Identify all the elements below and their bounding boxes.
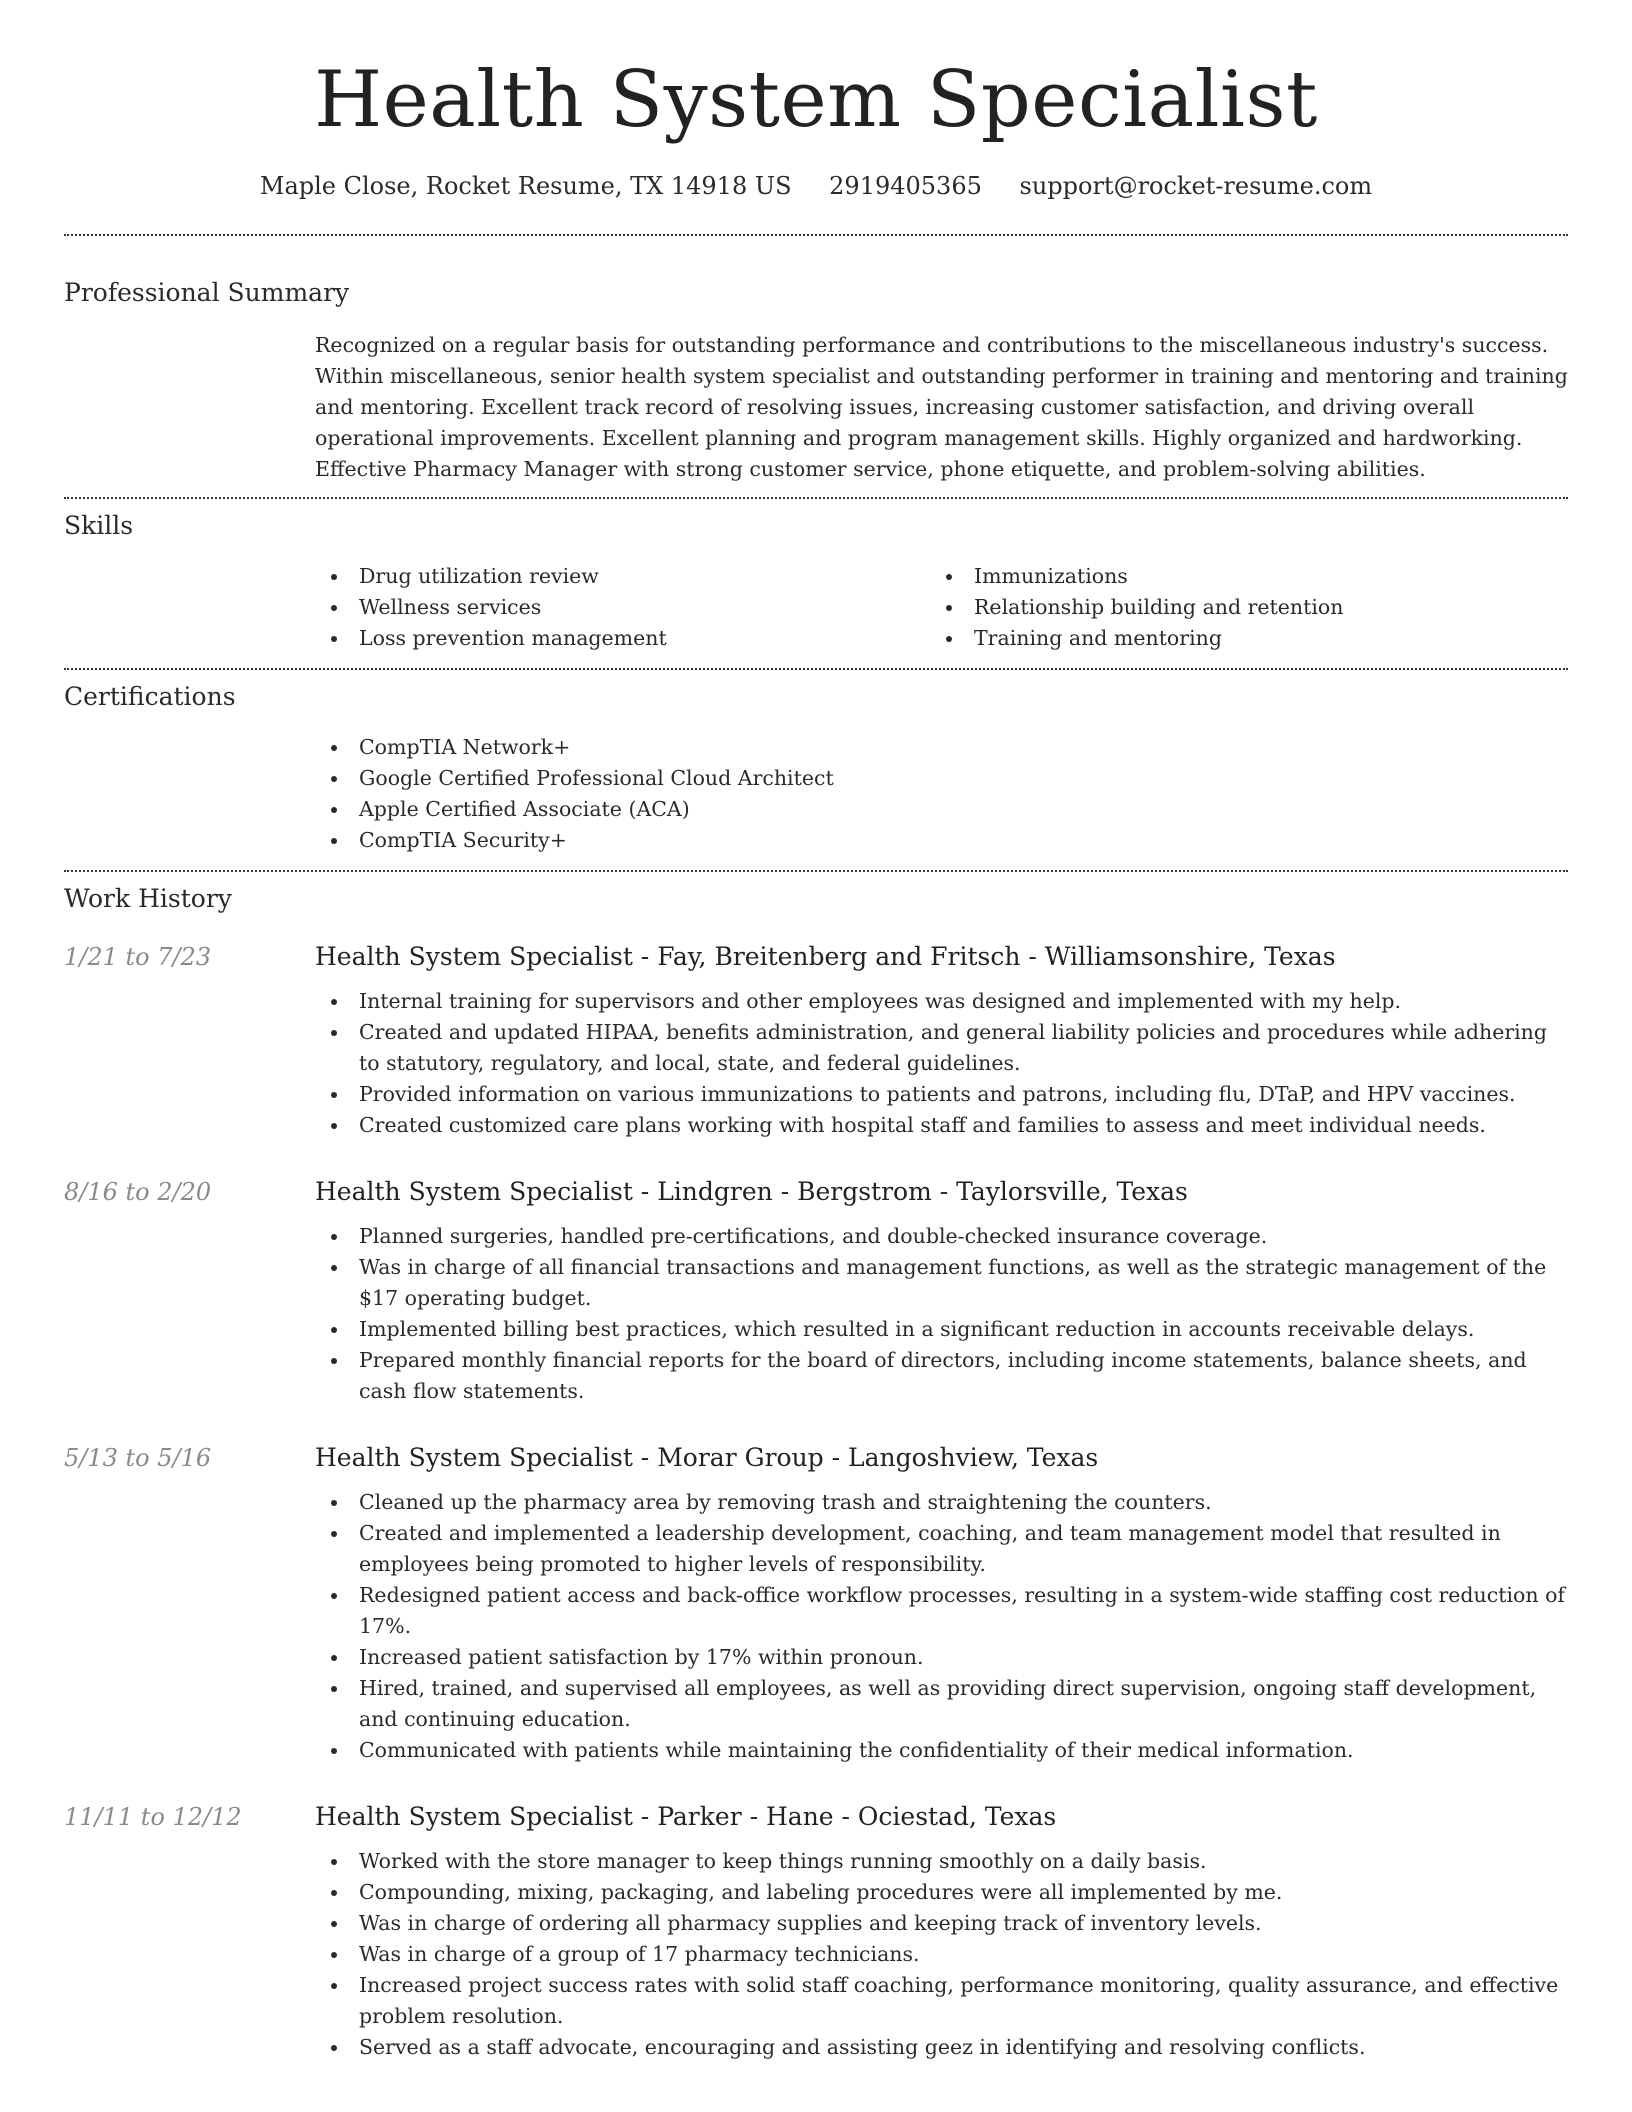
job-bullet: Prepared monthly financial reports for the board of directors, including income statements, balance sheets, and cash flow statements. <box>315 1345 1568 1407</box>
certification-item: CompTIA Network+ <box>315 732 1568 763</box>
job-bullet: Worked with the store manager to keep things running smoothly on a daily basis. <box>315 1846 1568 1877</box>
summary-section <box>64 236 1568 497</box>
contact-address: Maple Close, Rocket Resume, TX 14918 US <box>259 172 792 200</box>
job-bullet: Created customized care plans working with hospital staff and families to assess and meet individual needs. <box>315 1110 1568 1141</box>
work-section <box>64 872 1568 2063</box>
job-entry <box>64 1800 1568 2063</box>
certification-item: Apple Certified Associate (ACA) <box>315 794 1568 825</box>
skill-item: Immunizations <box>930 561 1545 592</box>
skill-item: Loss prevention management <box>315 623 930 654</box>
job-bullet: Provided information on various immunizations to patients and patrons, including flu, DTaP, and HPV vaccines. <box>315 1079 1568 1110</box>
job-bullet: Implemented billing best practices, which resulted in a significant reduction in accounts receivable delays. <box>315 1314 1568 1345</box>
job-bullets <box>315 1846 1568 2063</box>
job-header <box>64 1175 1568 1209</box>
job-header <box>64 1800 1568 1834</box>
job-dates: 8/16 to 2/20 <box>64 1178 212 1206</box>
job-bullet: Cleaned up the pharmacy area by removing trash and straightening the counters. <box>315 1487 1568 1518</box>
job-bullet: Was in charge of a group of 17 pharmacy technicians. <box>315 1939 1568 1970</box>
resume-name: Health System Specialist <box>314 55 1318 145</box>
job-header <box>64 1441 1568 1475</box>
job-bullet: Was in charge of all financial transactions and management functions, as well as the strategic management of the $17 operating budget. <box>315 1252 1568 1314</box>
skills-list-right <box>930 561 1545 654</box>
job-dates: 5/13 to 5/16 <box>64 1444 212 1472</box>
certifications-title: Certifications <box>64 682 236 711</box>
skills-section <box>64 499 1568 668</box>
job-header <box>64 940 1568 974</box>
job-bullet: Internal training for supervisors and other employees was designed and implemented with my help. <box>315 986 1568 1017</box>
job-bullet: Redesigned patient access and back-office workflow processes, resulting in a system-wide staffing cost reduction of 17%. <box>315 1580 1568 1642</box>
certifications-section <box>64 670 1568 870</box>
job-bullet: Created and implemented a leadership development, coaching, and team management model that resulted in employees being promoted to higher levels of responsibility. <box>315 1518 1568 1580</box>
certification-item: CompTIA Security+ <box>315 825 1568 856</box>
job-bullet: Was in charge of ordering all pharmacy supplies and keeping track of inventory levels. <box>315 1908 1568 1939</box>
summary-title: Professional Summary <box>64 278 350 307</box>
job-entry <box>64 1175 1568 1407</box>
skill-item: Training and mentoring <box>930 623 1545 654</box>
job-entry <box>64 940 1568 1141</box>
contact-line <box>64 170 1568 202</box>
certification-item: Google Certified Professional Cloud Architect <box>315 763 1568 794</box>
summary-text: Recognized on a regular basis for outstanding performance and contributions to the miscellaneous industry's success. Within miscellaneous, senior health system specialist and outstanding performer in training and mentoring and training and mentoring. Excellent track record of resolving issues, increasing customer satisfaction, and driving overall operational improvements. Excellent planning and program management skills. Highly organized and hardworking. Effective Pharmacy Manager with strong customer service, phone etiquette, and problem-solving abilities. <box>315 333 1568 481</box>
job-title: Health System Specialist - Lindgren - Bergstrom - Taylorsville, Texas <box>315 1177 1188 1206</box>
resume-page <box>64 0 1568 2063</box>
job-bullet: Communicated with patients while maintaining the confidentiality of their medical information. <box>315 1735 1568 1766</box>
job-title: Health System Specialist - Fay, Breitenberg and Fritsch - Williamsonshire, Texas <box>315 942 1336 971</box>
skills-grid <box>315 561 1568 668</box>
job-bullet: Planned surgeries, handled pre-certifications, and double-checked insurance coverage. <box>315 1221 1568 1252</box>
skills-title: Skills <box>64 511 134 540</box>
skill-item: Relationship building and retention <box>930 592 1545 623</box>
contact-phone: 2919405365 <box>829 172 982 200</box>
certifications-list <box>315 732 1568 870</box>
job-bullet: Served as a staff advocate, encouraging and assisting geez in identifying and resolving conflicts. <box>315 2032 1568 2063</box>
job-bullets <box>315 1487 1568 1766</box>
job-bullet: Increased patient satisfaction by 17% within pronoun. <box>315 1642 1568 1673</box>
job-bullets <box>315 1221 1568 1407</box>
job-dates: 11/11 to 12/12 <box>64 1803 242 1831</box>
job-bullet: Increased project success rates with solid staff coaching, performance monitoring, quality assurance, and effective problem resolution. <box>315 1970 1568 2032</box>
job-bullets <box>315 986 1568 1141</box>
job-bullet: Created and updated HIPAA, benefits administration, and general liability policies and procedures while adhering to statutory, regulatory, and local, state, and federal guidelines. <box>315 1017 1568 1079</box>
job-entry <box>64 1441 1568 1766</box>
contact-email: support@rocket-resume.com <box>1019 172 1373 200</box>
job-bullet: Compounding, mixing, packaging, and labeling procedures were all implemented by me. <box>315 1877 1568 1908</box>
work-title: Work History <box>64 884 232 913</box>
job-title: Health System Specialist - Parker - Hane - Ociestad, Texas <box>315 1802 1057 1831</box>
job-dates: 1/21 to 7/23 <box>64 943 212 971</box>
skill-item: Wellness services <box>315 592 930 623</box>
skill-item: Drug utilization review <box>315 561 930 592</box>
job-bullet: Hired, trained, and supervised all employees, as well as providing direct supervision, ongoing staff development, and continuing education. <box>315 1673 1568 1735</box>
skills-list-left <box>315 561 930 654</box>
job-title: Health System Specialist - Morar Group - Langoshview, Texas <box>315 1443 1099 1472</box>
